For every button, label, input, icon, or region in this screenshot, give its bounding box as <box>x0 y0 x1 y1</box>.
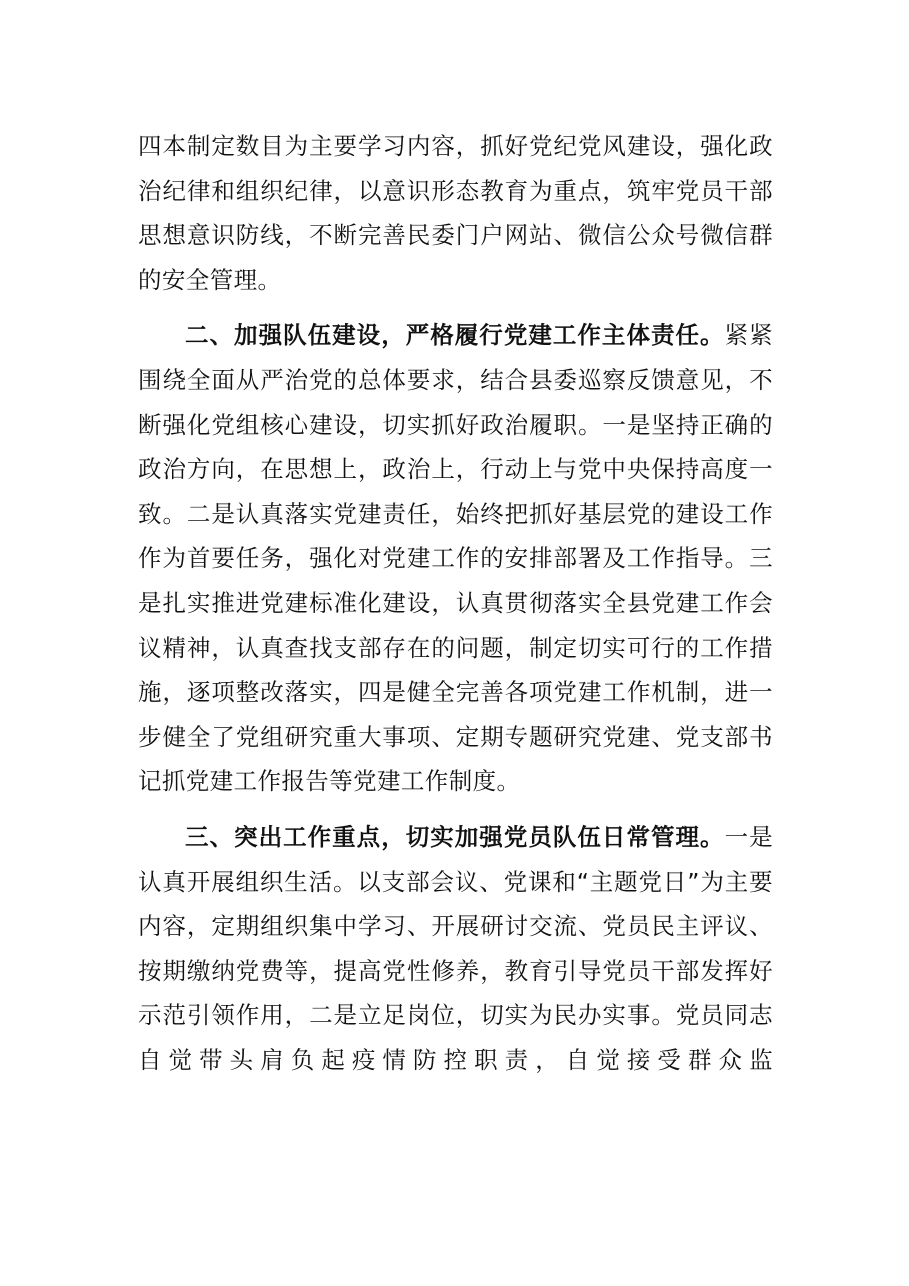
section-2-body: 紧紧围绕全面从严治党的总体要求，结合县委巡察反馈意见，不断强化党组核心建设，切实抓好政治履职。一是坚持正确的政治方向，在思想上，政治上，行动上与党中央保持高度一致。二是认真落实党建责任，始终把抓好基层党的建设工作作为首要任务，强化对党建工作的安排部署及工作指导。三是扎实推进党建标准化建设，认真贯彻落实全县党建工作会议精神，认真查找支部存在的问题，制定切实可行的工作措施，逐项整改落实，四是健全完善各项党建工作机制，进一步健全了党组研究重大事项、定期专题研究党建、党支部书记抓党建工作报告等党建工作制度。 <box>138 321 773 796</box>
paragraph-1: 四本制定数目为主要学习内容，抓好党纪党风建设，强化政治纪律和组织纪律，以意识形态教育为重点，筑牢党员干部思想意识防线，不断完善民委门户网站、微信公众号微信群的安全管理。 <box>138 132 773 294</box>
section-3-paragraph <box>138 815 773 1083</box>
section-2-paragraph <box>138 313 773 804</box>
document-body <box>138 124 773 1082</box>
section-3-body: 一是认真开展组织生活。以支部会议、党课和“主题党日”为主要内容，定期组织集中学习、开展研讨交流、党员民主评议、按期缴纳党费等，提高党性修养，教育引导党员干部发挥好示范引领作用，二是立足岗位，切实为民办实事。党员同志自觉带头肩负起疫情防控职责，自觉接受群众监 <box>138 822 773 1074</box>
section-3-heading: 三、突出工作重点，切实加强党员队伍日常管理。 <box>185 822 725 851</box>
section-2-heading: 二、加强队伍建设，严格履行党建工作主体责任。 <box>185 321 725 350</box>
